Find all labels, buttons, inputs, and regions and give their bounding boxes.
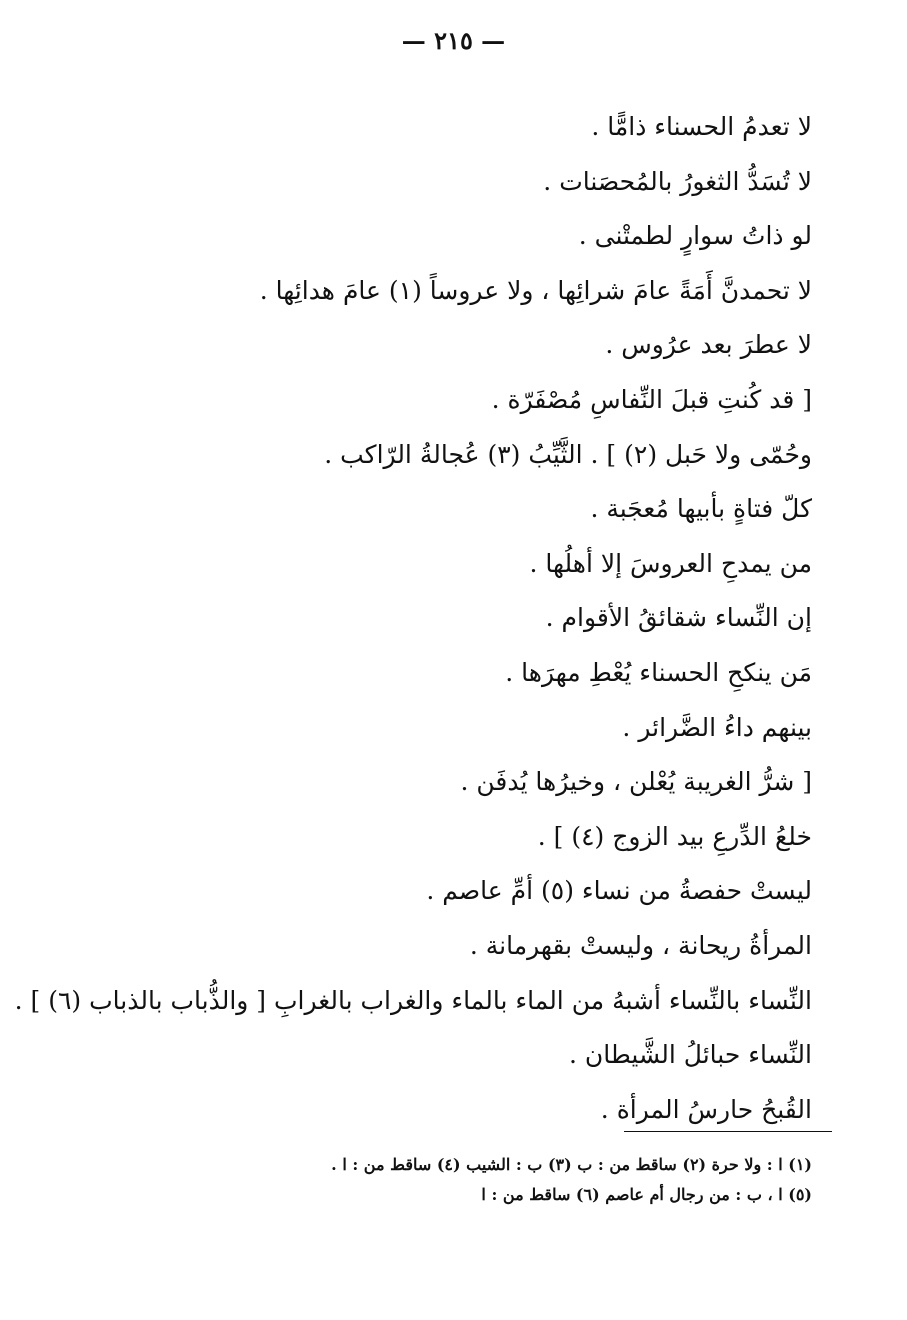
page-number: — ٢١٥ — (401, 26, 506, 55)
proverb-line: [ قد كُنتِ قبلَ النِّفاسِ مُصْفَرّة . (491, 384, 812, 414)
proverb-line: بينهم داءُ الضَّرائر . (622, 712, 812, 742)
proverb-line: لا تُسَدُّ الثغورُ بالمُحصَنات . (543, 166, 812, 196)
proverb-line: لا تعدمُ الحسناء ذامًّا . (591, 112, 812, 141)
footnote-line: (١) ا : ولا حرة (٢) ساقط من : ب (٣) ب : الشيب (٤) ساقط من : ا . (331, 1155, 812, 1174)
proverb-line: كلّ فتاةٍ بأبيها مُعجَبة . (590, 494, 812, 524)
proverb-line: النِّساء حبائلُ الشَّيطان . (569, 1040, 812, 1070)
proverb-line: لا تحمدنَّ أَمَةً عامَ شرائِها ، ولا عروساً (١) عامَ هدائِها . (259, 275, 812, 305)
proverb-line: وحُمّى ولا حَبل (٢) ] . الثَّيِّبُ (٣) عُجالةُ الرّاكب . (324, 439, 812, 469)
proverb-line: إن النِّساء شقائقُ الأقوام . (545, 603, 812, 633)
proverb-line: لو ذاتُ سوارٍ لطمتْنى . (578, 221, 812, 251)
footnotes-list (92, 1150, 812, 1210)
proverb-line: النِّساء بالنِّساء أشبهُ من الماء بالماء والغراب بالغرابِ [ والذُّباب بالذباب (٦) ] . (14, 985, 812, 1015)
proverb-line: خلعُ الدِّرعِ بيد الزوج (٤) ] . (537, 821, 812, 851)
proverb-line: القُبحُ حارسُ المرأة . (600, 1094, 812, 1124)
proverb-line: ليستْ حفصةُ من نساء (٥) أمِّ عاصم . (426, 876, 812, 906)
footnote-divider (624, 1131, 832, 1132)
proverb-line: المرأةُ ريحانة ، وليستْ بقهرمانة . (469, 930, 812, 960)
proverb-line: [ شرُّ الغريبة يُعْلن ، وخيرُها يُدفَن . (460, 767, 812, 797)
proverbs-list (14, 100, 812, 1137)
proverb-line: لا عطرَ بعد عرُوس . (605, 330, 812, 360)
proverb-line: مَن ينكحِ الحسناء يُعْطِ مهرَها . (505, 657, 812, 687)
proverb-line: من يمدحِ العروسَ إلا أهلُها . (529, 548, 812, 578)
footnote-line: (٥) ا ، ب : من رجال أم عاصم (٦) ساقط من : ا (481, 1185, 812, 1204)
